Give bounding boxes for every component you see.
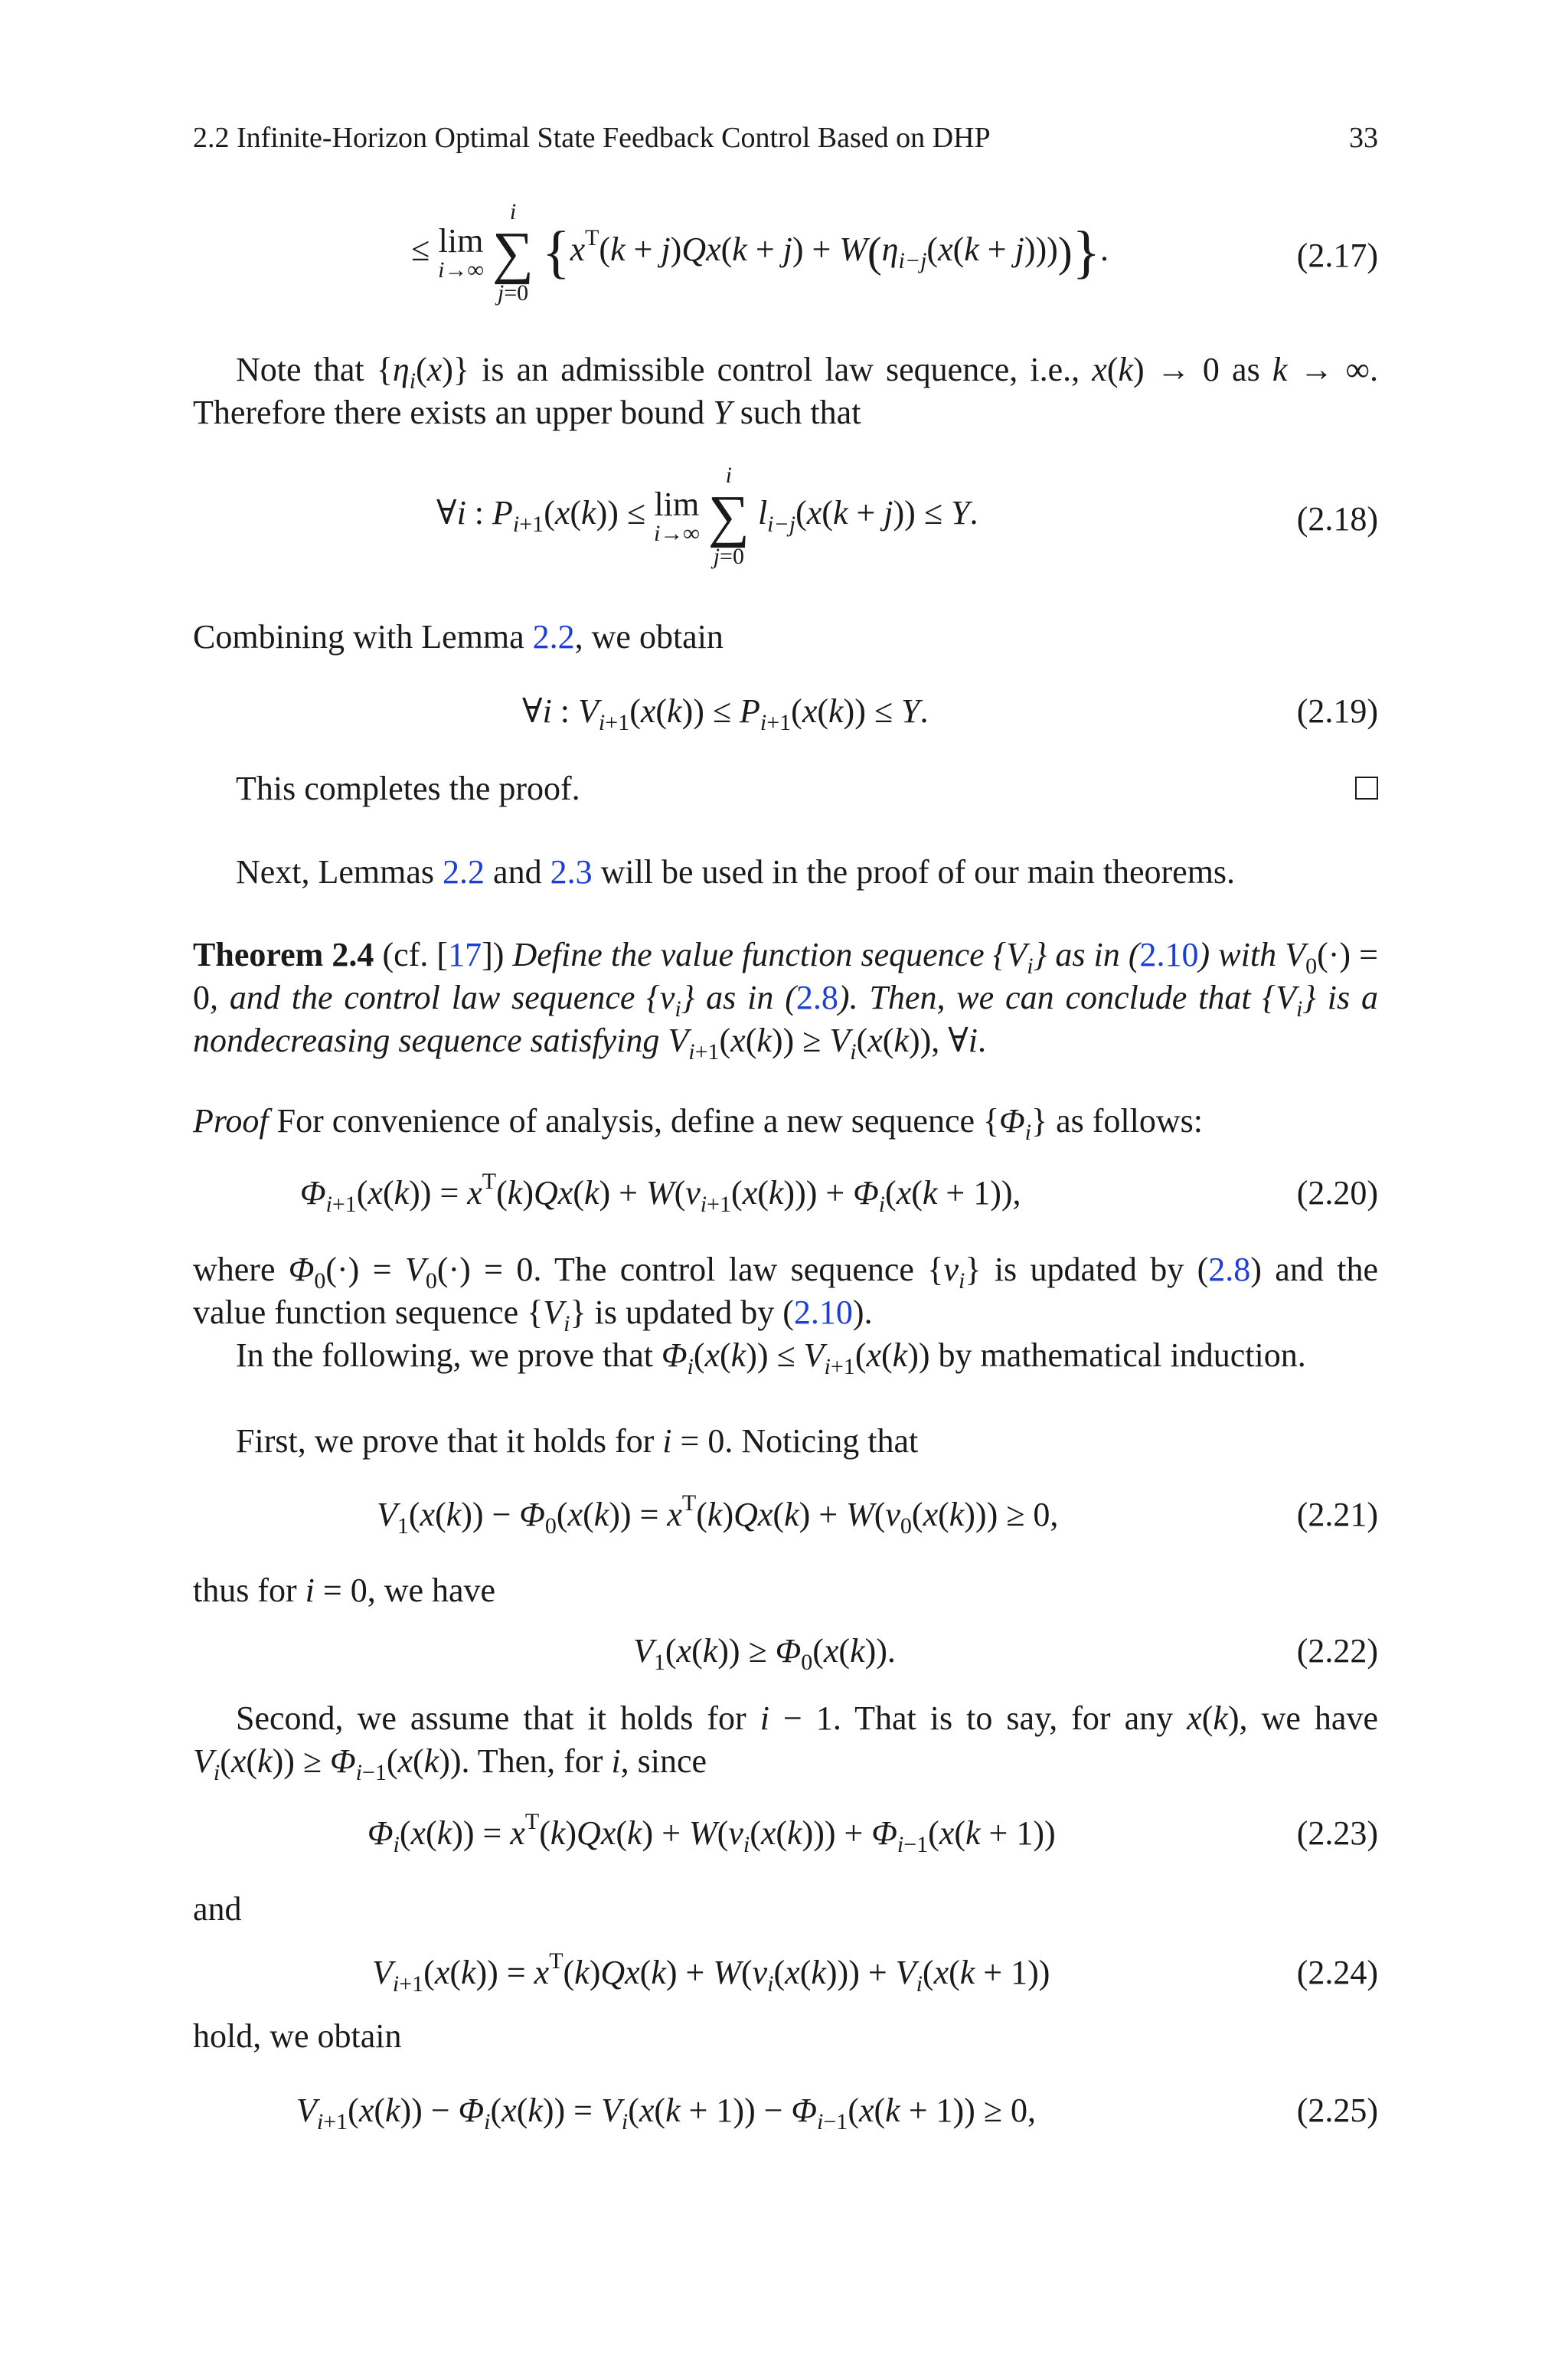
equation-2-22: $V_1(x(k)) \ge \Phi_0(x(k))$. (2.22) bbox=[633, 1632, 1378, 1675]
lemma-link[interactable]: 2.2 bbox=[532, 618, 575, 656]
equation-number: (2.21) bbox=[1296, 1496, 1378, 1533]
paragraph: Note that $\{\eta_i(x)\}$ is an admissible control law sequence, i.e., x(k) → 0 as k → ∞. Therefore there exists an upper bound Y such that bbox=[193, 351, 1378, 431]
equation-link[interactable]: 2.10 bbox=[793, 1294, 853, 1331]
equation-number: (2.19) bbox=[1296, 692, 1378, 730]
equation-2-19: ∀i : $V_{i+1}(x(k)) \le P_{i+1}(x(k)) \le Y$. (2.19) bbox=[522, 692, 1378, 735]
equation-2-23: $\Phi_i(x(k)) = x^T(k)Qx(k) + W(v_i(x(k))) + \Phi_{i-1}(x(k + 1))$ (2.23) bbox=[368, 1809, 1378, 1857]
paragraph: hold, we obtain bbox=[193, 2017, 402, 2055]
running-header bbox=[193, 121, 1378, 159]
paragraph: Second, we assume that it holds for i − 1. That is to say, for any x(k), we have $V_i(x(k)) \ge \Phi_{i-1}(x(k))$. Then, for i, since bbox=[193, 1699, 1378, 1785]
equation-number: (2.25) bbox=[1296, 2092, 1378, 2129]
equation-number: (2.23) bbox=[1296, 1814, 1378, 1852]
equation-link[interactable]: 2.8 bbox=[1208, 1251, 1251, 1288]
equation-number: (2.17) bbox=[1296, 237, 1378, 274]
proof-paragraph: Proof For convenience of analysis, define a new sequence $\{\Phi_i\}$ as follows: bbox=[193, 1102, 1203, 1145]
section-title: 2.2 Infinite-Horizon Optimal State Feedback Control Based on DHP bbox=[193, 122, 991, 154]
paragraph: Combining with Lemma 2.2, we obtain bbox=[193, 618, 724, 656]
paragraph: where $\Phi_0(\cdot) = V_0(\cdot) = 0$. The control law sequence $\{v_i\}$ is updated by (2.8) and the value function sequence $\{V_i\}$ is updated by (2.10). bbox=[193, 1251, 1378, 1336]
paragraph: and bbox=[193, 1890, 242, 1928]
equation-2-21: $V_1(x(k)) - \Phi_0(x(k)) = x^T(k)Qx(k) + W(v_0(x(k))) \ge 0$, (2.21) bbox=[377, 1490, 1378, 1539]
page-number: 33 bbox=[1349, 122, 1378, 154]
qed-square-icon bbox=[1355, 777, 1378, 800]
equation-2-24: $V_{i+1}(x(k)) = x^T(k)Qx(k) + W(v_i(x(k))) + V_i(x(k + 1))$ (2.24) bbox=[372, 1948, 1378, 1997]
paragraph: Next, Lemmas 2.2 and 2.3 will be used in the proof of our main theorems. bbox=[236, 853, 1236, 891]
equation-number: (2.18) bbox=[1296, 500, 1378, 538]
paragraph: thus for i = 0, we have bbox=[193, 1572, 496, 1609]
lemma-link[interactable]: 2.3 bbox=[550, 853, 593, 891]
paragraph: In the following, we prove that $\Phi_i(x(k)) \le V_{i+1}(x(k))$ by mathematical induction. bbox=[236, 1336, 1306, 1379]
equation-number: (2.20) bbox=[1296, 1174, 1378, 1212]
equation-2-17: ≤ lim i→∞ i ∑ j=0 $\{x^T(k + j)Qx(k + j) + W(\eta_{i-j}(x(k + j))))$}. (2.17) bbox=[411, 199, 1378, 306]
equation-2-20: $\Phi_{i+1}(x(k)) = x^T(k)Qx(k) + W(v_{i+1}(x(k))) + \Phi_i(x(k + 1))$, (2.20) bbox=[300, 1169, 1378, 1217]
lemma-link[interactable]: 2.2 bbox=[443, 853, 485, 891]
equation-link[interactable]: 2.8 bbox=[795, 979, 838, 1016]
citation-link[interactable]: 17 bbox=[448, 936, 482, 973]
equation-number: (2.24) bbox=[1296, 1954, 1378, 1991]
paragraph: This completes the proof. bbox=[193, 767, 1378, 810]
equation-2-18: ∀i : $P_{i+1}(x(k))$ ≤ lim i→∞ i ∑ j=0 $l_{i-j}(x(k + j)) \le Y$. (2.18) bbox=[436, 463, 1378, 569]
paragraph: First, we prove that it holds for i = 0. Noticing that bbox=[236, 1422, 919, 1460]
equation-2-25: $V_{i+1}(x(k)) - \Phi_i(x(k)) = V_i(x(k + 1)) - \Phi_{i-1}(x(k + 1)) \ge 0$, (2.25) bbox=[296, 2092, 1378, 2134]
equation-link[interactable]: 2.10 bbox=[1139, 936, 1199, 973]
equation-number: (2.22) bbox=[1296, 1632, 1378, 1670]
theorem-2-4: Theorem 2.4 (cf. [17]) Define the value function sequence $\{V_i\}$ as in (2.10) with $V_0(\cdot) = 0$, and the control law sequence $\{v_i\}$ as in (2.8). Then, we can conclude that $\{V_i\}$ is a nondecreasing sequence satisfying $V_{i+1}(x(k)) \ge V_i(x(k))$, ∀i. bbox=[193, 936, 1378, 1065]
